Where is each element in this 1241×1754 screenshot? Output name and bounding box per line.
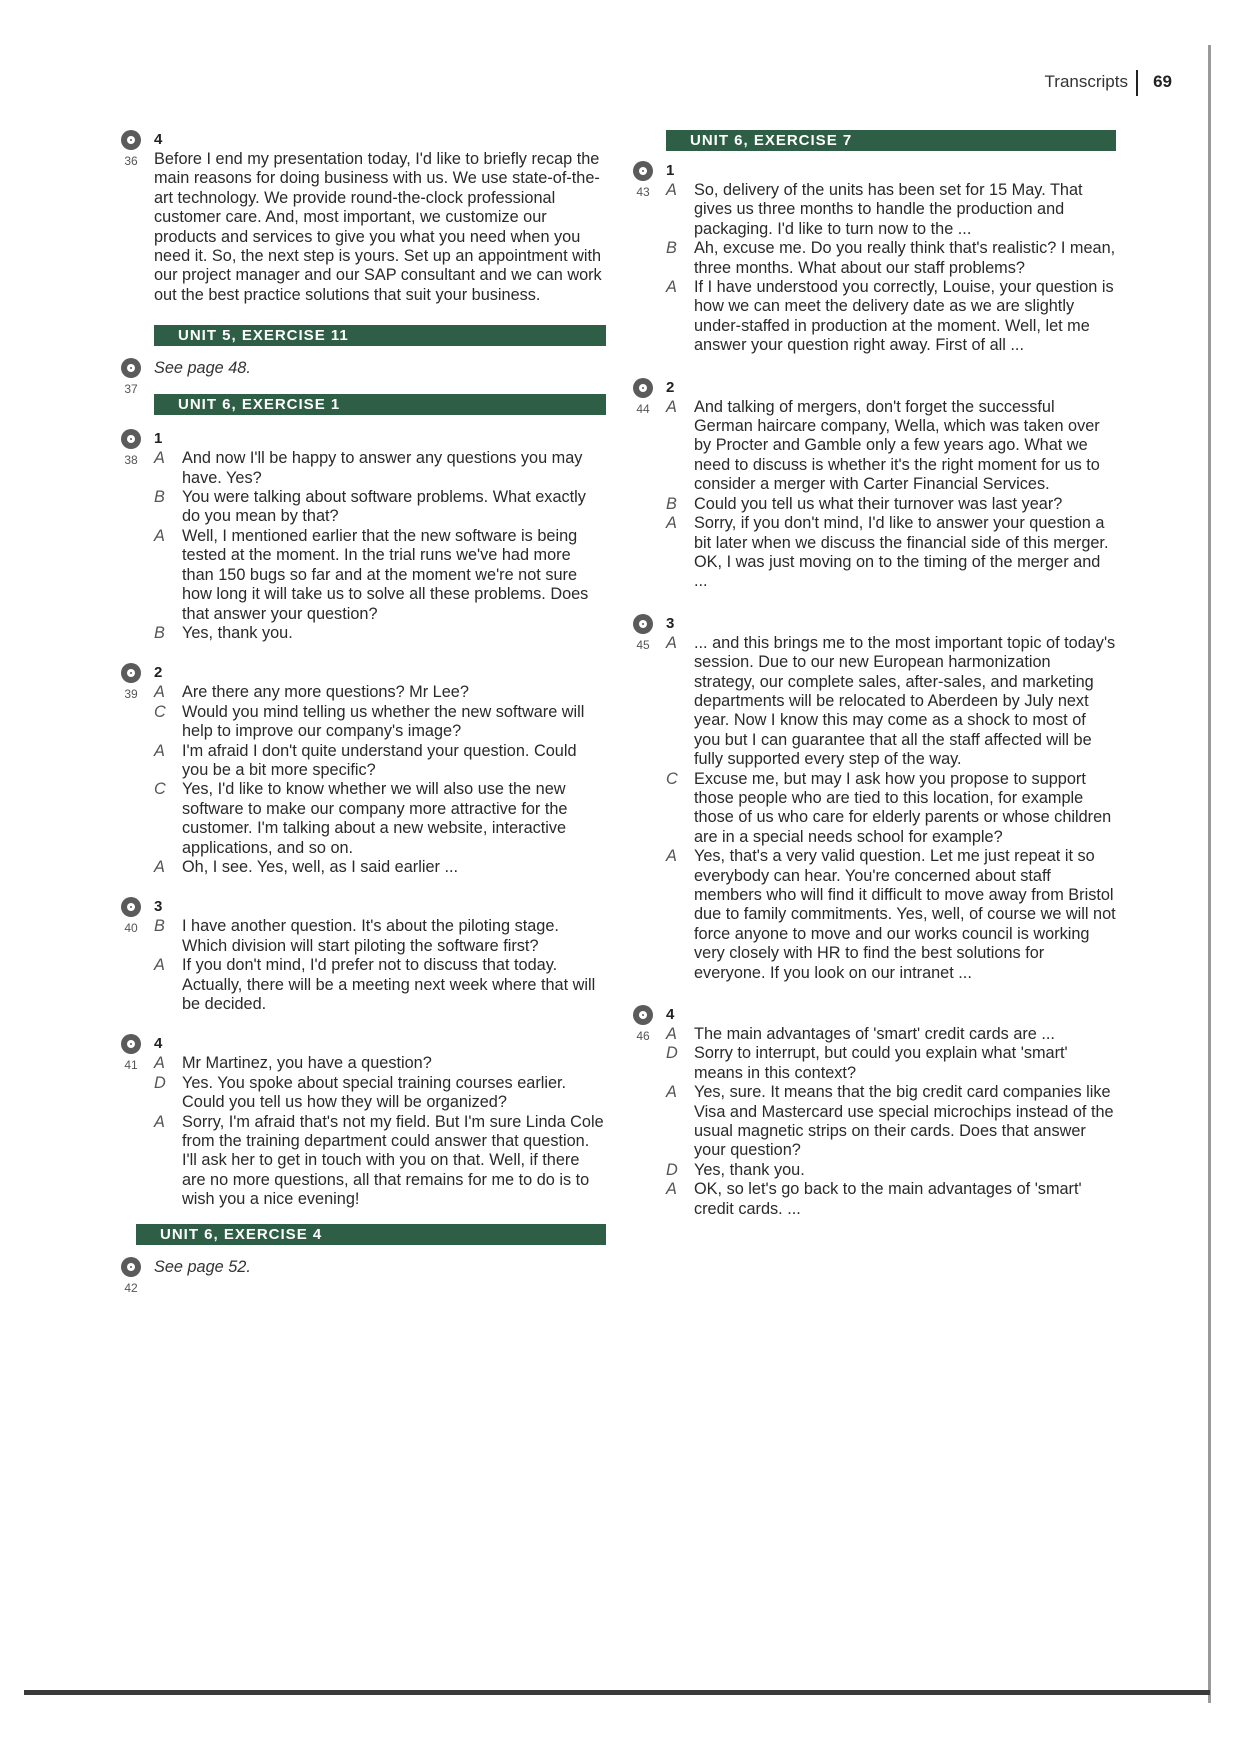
dialogue-text: I have another question. It's about the piloting stage. Which division will start piloting the software first? [182,917,559,955]
section-heading: UNIT 6, EXERCISE 7 [666,130,1116,151]
dialogue-text: And now I'll be happy to answer any questions you may have. Yes? [182,449,583,487]
cd-icon [633,378,653,398]
speaker-label: D [666,1160,678,1179]
dialogue-text: Yes, sure. It means that the big credit card companies like Visa and Mastercard use special microchips instead of the usual magnetic strips on their cards. Does that answer your question? [694,1083,1114,1160]
item-number: 4 [154,1035,163,1053]
dialogue-line [666,1025,1116,1044]
cd-track-marker [118,663,144,701]
cd-track-marker [118,358,144,396]
track-number: 44 [636,401,650,416]
item-number: 3 [154,898,163,916]
dialogue-text: Well, I mentioned earlier that the new software is being tested at the moment. In the trial runs we've had more than 150 bugs so far and at the moment we're not sure how long it will take us to solve all these problems. Does that answer your question? [182,526,589,623]
cd-track-marker [118,897,144,935]
speaker-label: A [154,683,165,702]
track-number: 42 [124,1280,138,1295]
dialogue-line [154,703,606,742]
dialogue-line [154,449,606,488]
cd-track-marker [118,1034,144,1072]
track-number: 46 [636,1029,650,1044]
dialogue-line [666,847,1116,983]
speaker-label: A [154,857,165,876]
transcript-item [118,1257,606,1295]
transcript-item [118,663,606,877]
dialogue-line [666,239,1116,278]
transcript-item [630,1005,1116,1219]
page-edge-bottom [24,1690,1210,1695]
speaker-label: A [154,956,165,975]
dialogue-line [154,917,606,956]
speaker-label: B [154,623,165,642]
dialogue-line [154,742,606,781]
section-heading: UNIT 6, EXERCISE 4 [136,1224,606,1245]
dialogue-text: Oh, I see. Yes, well, as I said earlier ... [182,857,459,876]
speaker-label: A [666,1025,677,1044]
page-edge-right [1208,45,1211,1703]
cd-icon [121,1257,141,1277]
dialogue-line [154,1074,606,1113]
dialogue-line [666,1083,1116,1161]
dialogue-text: You were talking about software problems. What exactly do you mean by that? [182,488,586,526]
dialogue-text: Excuse me, but may I ask how you propose to support those people who are tied to this location, for example those of us who care for elderly parents or whose children are in a special needs school for example? [694,769,1112,846]
track-number: 41 [124,1058,138,1073]
track-number: 45 [636,637,650,652]
dialogue-text: Mr Martinez, you have a question? [182,1054,432,1073]
dialogue-line [666,278,1116,356]
speaker-label: A [154,449,165,468]
cd-icon [121,130,141,150]
speaker-label: B [666,494,677,513]
item-number: 4 [666,1006,675,1024]
item-number: 4 [154,131,163,148]
left-column [118,130,606,1295]
page-reference: See page 52. [154,1257,251,1276]
transcript-paragraph: Before I end my presentation today, I'd like to briefly recap the main reasons for doing business with us. We use state-of-the-art technology. We provide round-the-clock professional customer care. And, most important, we customize our products and services to give you what you need when you need it. So, the next step is yours. Set up an appointment with our project manager and our SAP consultant and we can work out the best practice solutions that suit your business. [154,150,602,304]
track-number: 43 [636,185,650,199]
right-column [630,130,1116,1219]
speaker-label: C [154,702,166,721]
speaker-label: A [666,633,677,652]
speaker-label: A [666,514,677,533]
item-number: 3 [666,614,675,632]
cd-icon [633,1005,653,1025]
speaker-label: A [154,1054,165,1073]
speaker-label: A [666,847,677,866]
item-number: 2 [666,378,675,396]
header-divider [1136,70,1138,96]
dialogue-line [666,770,1116,848]
dialogue-line [666,1180,1116,1219]
dialogue-text: Yes, I'd like to know whether we will also use the new software to make our company more attractive for the customer. I'm talking about a new website, interactive applications, and so on. [182,780,568,857]
cd-track-marker [118,1257,144,1295]
dialogue-line [154,1113,606,1210]
speaker-label: D [154,1073,166,1092]
track-number: 40 [124,921,138,936]
speaker-label: A [666,181,677,199]
dialogue-text: ... and this brings me to the most important topic of today's session. Due to our new European harmonization strategy, our complete sales, after-sales, and marketing departments will be relocated to Aberdeen by July next year. Now I know this may come as a shock to most of you but I can guarantee that all the staff affected will be fully supported every step of the way. [694,633,1116,769]
speaker-label: A [666,278,677,297]
track-number: 37 [124,382,138,397]
cd-track-marker [118,130,144,168]
transcript-item [118,358,606,397]
dialogue-line [154,858,606,877]
dialogue-text: If I have understood you correctly, Louise, your question is how we can meet the delivery date as we are slightly under-staffed in production at the moment. Well, let me answer your question right away. First of all ... [694,278,1114,355]
dialogue-text: And talking of mergers, don't forget the successful German haircare company, Wella, which was taken over by Procter and Gamble only a few years ago. What we need to discuss is whether it's the right moment for us to consider a merger with Carter Financial Services. [694,397,1100,494]
transcript-item [118,429,606,643]
cd-icon [121,897,141,917]
dialogue-text: So, delivery of the units has been set for 15 May. That gives us three months to handle the production and packaging. I'd like to turn now to the ... [694,181,1083,238]
dialogue-line [666,514,1116,592]
dialogue-text: The main advantages of 'smart' credit cards are ... [694,1025,1055,1044]
cd-track-marker [630,614,656,652]
dialogue-text: Are there any more questions? Mr Lee? [182,683,469,702]
dialogue-text: OK, so let's go back to the main advantages of 'smart' credit cards. ... [694,1180,1082,1218]
speaker-label: C [666,769,678,788]
dialogue-line [666,634,1116,770]
section-heading: UNIT 5, EXERCISE 11 [154,325,606,346]
dialogue-line [154,488,606,527]
speaker-label: C [154,780,166,799]
dialogue-text: Sorry to interrupt, but could you explain what 'smart' means in this context? [694,1044,1068,1082]
dialogue-line [154,624,606,643]
transcript-item [630,161,1116,356]
speaker-label: A [666,1083,677,1102]
cd-track-marker [118,429,144,467]
speaker-label: B [154,917,165,936]
track-number: 36 [124,154,138,168]
speaker-label: D [666,1044,678,1063]
dialogue-text: Yes, that's a very valid question. Let me just repeat it so everybody can hear. You're concerned about staff members who will find it difficult to move away from Bristol due to family commitments. Yes, well, of course we will not force anyone to move and our works council is working very closely with HR to find the best solutions for everyone. If you look on our intranet ... [694,847,1116,982]
dialogue-text: Would you mind telling us whether the new software will help to improve our company's image? [182,702,585,741]
exercise-items [118,429,606,1209]
dialogue-line [154,956,606,1014]
item-number: 2 [154,664,163,682]
cd-icon [121,663,141,683]
speaker-label: A [666,1180,677,1199]
dialogue-text: If you don't mind, I'd prefer not to discuss that today. Actually, there will be a meeting next week where that will be decided. [182,956,596,1013]
cd-icon [633,614,653,634]
dialogue-text: I'm afraid I don't quite understand your question. Could you be a bit more specific? [182,741,577,779]
transcript-item [118,897,606,1014]
cd-track-marker [630,378,656,416]
dialogue-text: Ah, excuse me. Do you really think that's realistic? I mean, three months. What about our staff problems? [694,239,1116,277]
exercise-items [630,161,1116,1219]
transcript-item [630,614,1116,983]
dialogue-line [666,1044,1116,1083]
cd-track-marker [630,161,656,199]
dialogue-line [666,1161,1116,1180]
item-number: 1 [154,430,163,448]
speaker-label: A [154,526,165,545]
section-heading: UNIT 6, EXERCISE 1 [154,394,606,415]
dialogue-line [666,181,1116,239]
dialogue-text: Yes, thank you. [182,623,293,642]
dialogue-text: Yes. You spoke about special training courses earlier. Could you tell us how they will be organized? [182,1073,567,1112]
cd-track-marker [630,1005,656,1043]
dialogue-text: Could you tell us what their turnover was last year? [694,494,1063,513]
transcript-item [118,1034,606,1209]
page-number: 69 [1153,72,1172,91]
transcript-item [118,130,606,305]
track-number: 39 [124,687,138,702]
cd-icon [121,429,141,449]
dialogue-line [154,683,606,702]
dialogue-line [666,398,1116,495]
dialogue-line [666,495,1116,514]
speaker-label: B [666,239,677,258]
track-number: 38 [124,453,138,468]
running-title: Transcripts [1044,72,1128,91]
cd-icon [633,161,653,181]
transcript-item [630,378,1116,592]
speaker-label: A [154,1112,165,1131]
speaker-label: A [154,741,165,760]
cd-icon [121,1034,141,1054]
dialogue-line [154,527,606,624]
item-number: 1 [666,162,675,179]
page-header [1000,70,1180,94]
page-reference: See page 48. [154,359,251,378]
cd-icon [121,358,141,378]
dialogue-line [154,780,606,858]
dialogue-text: Sorry, if you don't mind, I'd like to answer your question a bit later when we discuss the financial side of this merger. OK, I was just moving on to the timing of the merger and ... [694,514,1109,591]
speaker-label: B [154,488,165,507]
dialogue-line [154,1054,606,1073]
speaker-label: A [666,397,677,416]
dialogue-text: Sorry, I'm afraid that's not my field. But I'm sure Linda Cole from the training department could answer that question. I'll ask her to get in touch with you on that. Well, if there are no more questions, all that remains for me to do is to wish you a nice evening! [182,1112,604,1209]
dialogue-text: Yes, thank you. [694,1160,805,1179]
